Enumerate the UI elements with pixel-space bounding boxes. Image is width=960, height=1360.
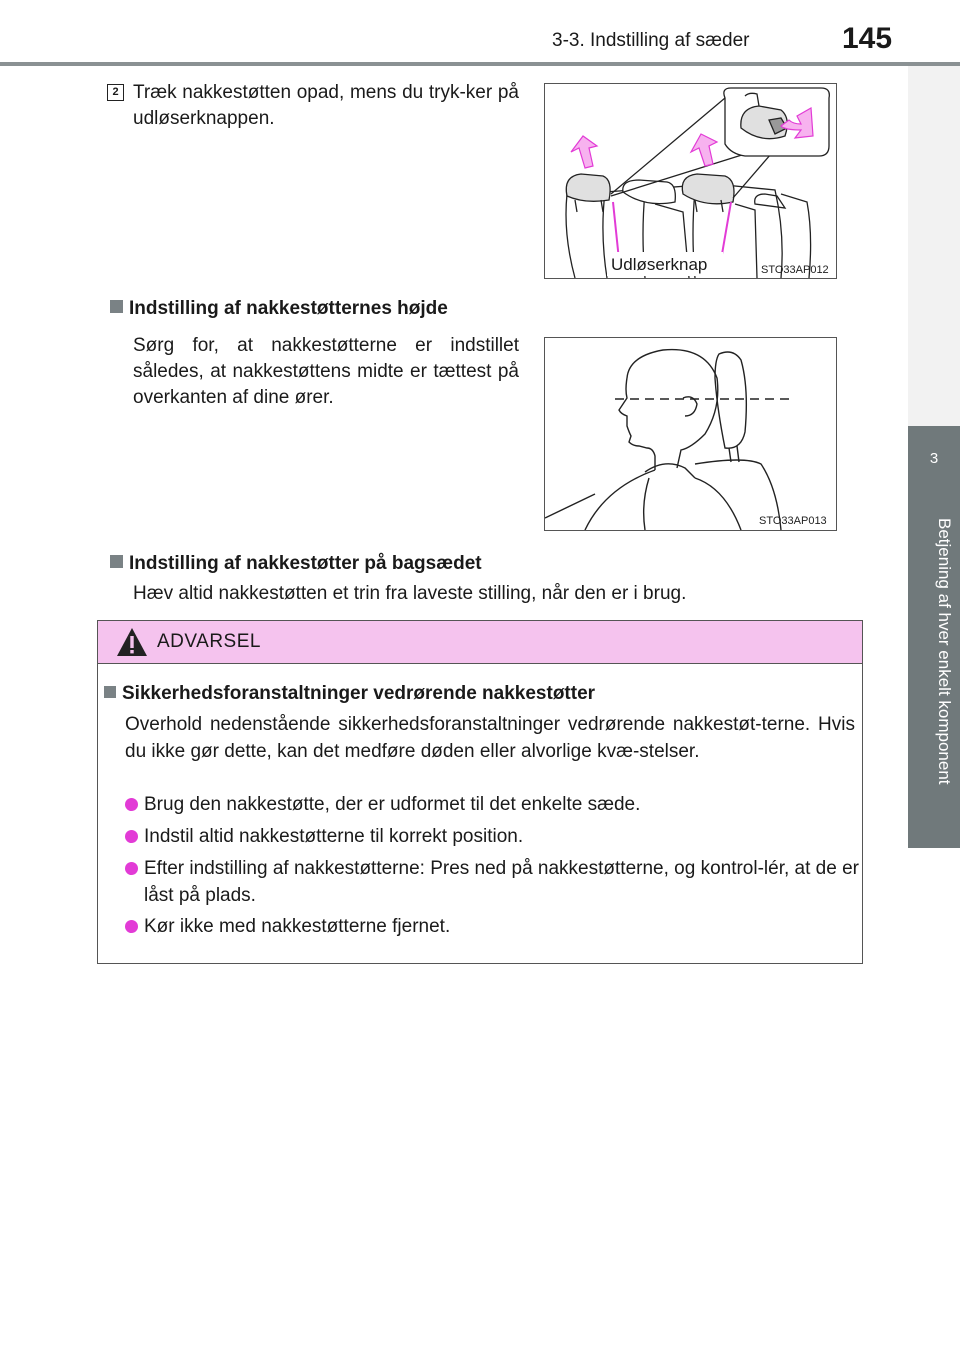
square-bullet-icon xyxy=(110,555,123,568)
warning-header xyxy=(98,621,862,664)
section-title xyxy=(110,298,448,320)
square-bullet-icon xyxy=(110,300,123,313)
section-title xyxy=(110,553,482,575)
header-title: 3-3. Indstilling af sæder xyxy=(552,30,750,51)
figure-headrest-height xyxy=(544,337,837,531)
header-rule xyxy=(0,62,960,66)
section-text: Sørg for, at nakkestøtterne er indstillet således, at nakkestøttens midte er tættest på overkanten af dine ører. xyxy=(133,335,519,408)
square-bullet-icon xyxy=(104,686,116,698)
warning-bullet: Kør ikke med nakkestøtterne fjernet. xyxy=(125,913,855,940)
bullet-dot-icon xyxy=(125,862,138,875)
figure-code: STO33AP012 xyxy=(761,264,829,276)
warning-subtitle-text: Sikkerhedsforanstaltninger vedrørende nakkestøtter xyxy=(122,683,596,704)
chapter-tab xyxy=(908,426,960,508)
section-title-text: Indstilling af nakkestøtternes højde xyxy=(129,298,448,319)
headrest-release-illustration xyxy=(545,84,836,278)
warning-bullet: Indstil altid nakkestøtterne til korrekt position. xyxy=(125,823,855,850)
section-title-text: Indstilling af nakkestøtter på bagsædet xyxy=(129,553,482,574)
warning-label: ADVARSEL xyxy=(157,631,261,652)
side-tab-background xyxy=(908,66,960,426)
step-number-badge: 2 xyxy=(107,84,124,101)
bullet-dot-icon xyxy=(125,920,138,933)
warning-box xyxy=(97,620,863,964)
bullet-dot-icon xyxy=(125,798,138,811)
headrest-height-illustration xyxy=(545,338,836,530)
release-button-label: Udløserknap xyxy=(611,255,708,274)
figure-headrest-release xyxy=(544,83,837,279)
figure-code: STO33AP013 xyxy=(759,515,827,527)
page-number: 145 xyxy=(842,22,893,55)
chapter-number: 3 xyxy=(929,450,939,467)
warning-paragraph: Overhold nedenstående sikkerhedsforanstaltninger vedrørende nakkestøt-terne. Hvis du ikke gør dette, kan det medføre døden eller alvorlige kvæ-stelser. xyxy=(125,714,855,762)
warning-subtitle xyxy=(104,683,595,705)
warning-bullet: Efter indstilling af nakkestøtterne: Pres ned på nakkestøtterne, og kontrol-lér, at de er låst på plads. xyxy=(125,855,874,909)
warning-triangle-icon xyxy=(116,627,148,657)
chapter-title-vertical: Betjening af hver enkelt komponent xyxy=(935,518,954,785)
bullet-dot-icon xyxy=(125,830,138,843)
warning-bullet: Brug den nakkestøtte, der er udformet til det enkelte sæde. xyxy=(125,791,855,818)
step-text: Træk nakkestøtten opad, mens du tryk-ker på udløserknappen. xyxy=(133,82,519,129)
section-text: Hæv altid nakkestøtten et trin fra laveste stilling, når den er i brug. xyxy=(133,583,687,604)
